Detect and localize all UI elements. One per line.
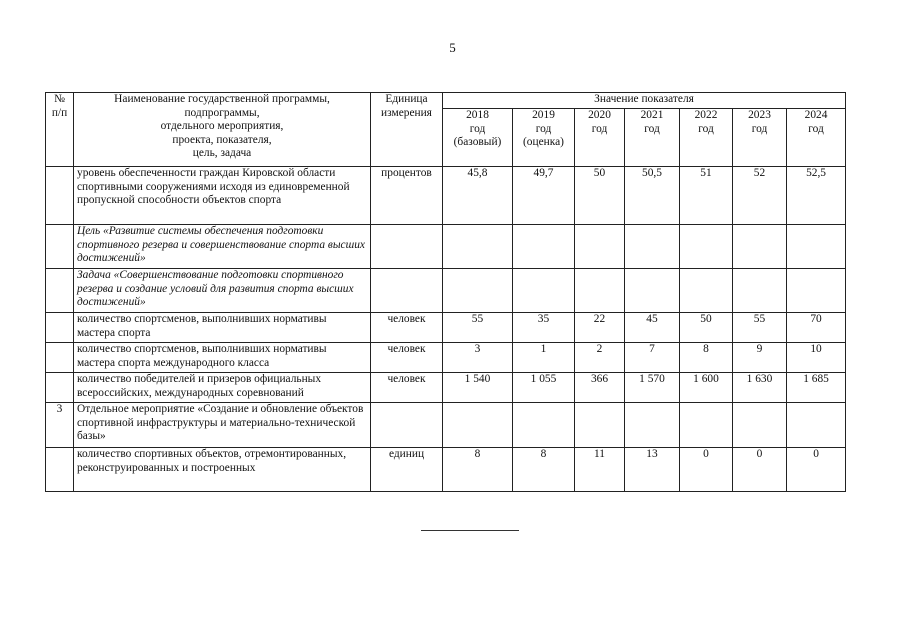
row-num: 3: [46, 403, 74, 448]
header-year-2021: [625, 109, 680, 167]
header-row: [46, 93, 846, 109]
row-num: [46, 269, 74, 313]
header-name-line: проекта, показателя,: [172, 133, 272, 146]
year-label: 2019: [532, 109, 555, 121]
row-unit: человек: [371, 373, 443, 403]
row-name: количество спортсменов, выполнивших нормативы мастера спорта международного класса: [74, 343, 371, 373]
header-unit-label: Единица измерения: [381, 93, 432, 119]
row-value: 0: [680, 448, 733, 492]
year-label: год: [469, 122, 486, 135]
row-value: 52: [733, 167, 787, 225]
row-value: 7: [625, 343, 680, 373]
table-row: [46, 448, 846, 492]
row-unit: человек: [371, 313, 443, 343]
row-unit: [371, 269, 443, 313]
row-num: [46, 343, 74, 373]
year-label: 2022: [694, 109, 718, 121]
row-value: 1 055: [513, 373, 575, 403]
row-value: 55: [733, 313, 787, 343]
row-value: 11: [575, 448, 625, 492]
row-value: 1 630: [733, 373, 787, 403]
row-value: 55: [443, 313, 513, 343]
header-name-line: подпрограммы,: [184, 106, 260, 119]
header-num-label: № п/п: [51, 93, 68, 119]
header-year-2019: [513, 109, 575, 167]
row-value: 52,5: [787, 167, 846, 225]
row-value: 0: [733, 448, 787, 492]
row-num: [46, 225, 74, 269]
row-value: [513, 403, 575, 448]
row-value: 1: [513, 343, 575, 373]
row-value: [787, 403, 846, 448]
year-label: (оценка): [523, 136, 564, 148]
row-value: 1 685: [787, 373, 846, 403]
row-value: [733, 403, 787, 448]
row-value: 9: [733, 343, 787, 373]
header-year-2018: [443, 109, 513, 167]
year-label: год: [591, 122, 608, 135]
row-value: [625, 403, 680, 448]
header-unit: [371, 93, 443, 167]
row-value: 8: [443, 448, 513, 492]
year-label: год: [698, 122, 714, 135]
year-label: 2021: [640, 109, 664, 121]
row-value: 1 570: [625, 373, 680, 403]
table-row: [46, 225, 846, 269]
row-name: количество спортивных объектов, отремонтированных, реконструированных и построенных: [74, 448, 371, 492]
row-value: 8: [513, 448, 575, 492]
row-name: уровень обеспеченности граждан Кировской области спортивными сооружениями исходя из единовременной пропускной способности объектов спорта: [74, 167, 371, 225]
header-year-2024: [787, 109, 846, 167]
row-value: [443, 403, 513, 448]
year-label: 2024: [804, 109, 828, 121]
row-num: [46, 373, 74, 403]
row-name: Отдельное мероприятие «Создание и обновление объектов спортивной инфраструктуры и материально-технической базы»: [74, 403, 371, 448]
year-label: (базовый): [453, 136, 502, 148]
row-value: [680, 403, 733, 448]
row-value: [733, 269, 787, 313]
header-name-line: цель, задача: [192, 147, 252, 159]
row-value: 49,7: [513, 167, 575, 225]
row-value: 51: [680, 167, 733, 225]
row-unit: человек: [371, 343, 443, 373]
year-label: 2023: [748, 109, 771, 121]
row-num: [46, 167, 74, 225]
year-label: 2018: [466, 109, 489, 121]
row-value: [680, 269, 733, 313]
row-value: 1 540: [443, 373, 513, 403]
row-value: 45,8: [443, 167, 513, 225]
row-value: 0: [787, 448, 846, 492]
year-label: год: [808, 122, 824, 135]
goal-text: Цель «Развитие системы обеспечения подготовки спортивного резерва и совершенствование спорта высших достижений»: [74, 225, 371, 269]
header-year-2022: [680, 109, 733, 167]
row-value: 70: [787, 313, 846, 343]
page-number: 5: [449, 40, 456, 55]
header-name-line: отдельного мероприятия,: [160, 120, 284, 132]
row-num: [46, 448, 74, 492]
year-label: год: [535, 122, 552, 135]
row-value: 1 600: [680, 373, 733, 403]
row-unit: единиц: [371, 448, 443, 492]
header-num: [46, 93, 74, 167]
row-value: 45: [625, 313, 680, 343]
end-divider: [421, 530, 519, 531]
row-value: [513, 269, 575, 313]
header-name: [74, 93, 371, 167]
row-value: [625, 225, 680, 269]
row-value: [443, 269, 513, 313]
year-label: 2020: [588, 109, 611, 121]
row-value: 50,5: [625, 167, 680, 225]
row-value: [680, 225, 733, 269]
row-value: 50: [575, 167, 625, 225]
row-value: 22: [575, 313, 625, 343]
row-value: [733, 225, 787, 269]
header-values-group: Значение показателя: [443, 93, 846, 109]
table-row: [46, 373, 846, 403]
row-value: [513, 225, 575, 269]
header-name-line: Наименование государственной программы,: [114, 93, 330, 105]
row-value: 13: [625, 448, 680, 492]
header-year-2020: [575, 109, 625, 167]
table-row: [46, 269, 846, 313]
row-value: 35: [513, 313, 575, 343]
row-value: 50: [680, 313, 733, 343]
row-name: количество победителей и призеров официальных всероссийских, международных соревнований: [74, 373, 371, 403]
indicators-table: [45, 92, 846, 492]
table-row: [46, 313, 846, 343]
row-unit: [371, 403, 443, 448]
row-value: 8: [680, 343, 733, 373]
row-value: [787, 225, 846, 269]
header-year-2023: [733, 109, 787, 167]
row-value: [575, 269, 625, 313]
row-num: [46, 313, 74, 343]
table-row: [46, 403, 846, 448]
row-value: [575, 225, 625, 269]
row-value: 10: [787, 343, 846, 373]
task-text: Задача «Совершенствование подготовки спортивного резерва и создание условий для развития спорта высших достижений»: [74, 269, 371, 313]
row-value: 2: [575, 343, 625, 373]
row-unit: процентов: [371, 167, 443, 225]
year-label: год: [644, 122, 660, 135]
row-name: количество спортсменов, выполнивших нормативы мастера спорта: [74, 313, 371, 343]
row-value: [787, 269, 846, 313]
row-value: 366: [575, 373, 625, 403]
row-value: [575, 403, 625, 448]
table-row: [46, 167, 846, 225]
row-unit: [371, 225, 443, 269]
table-row: [46, 343, 846, 373]
row-value: [443, 225, 513, 269]
year-label: год: [751, 122, 768, 135]
row-value: 3: [443, 343, 513, 373]
row-value: [625, 269, 680, 313]
